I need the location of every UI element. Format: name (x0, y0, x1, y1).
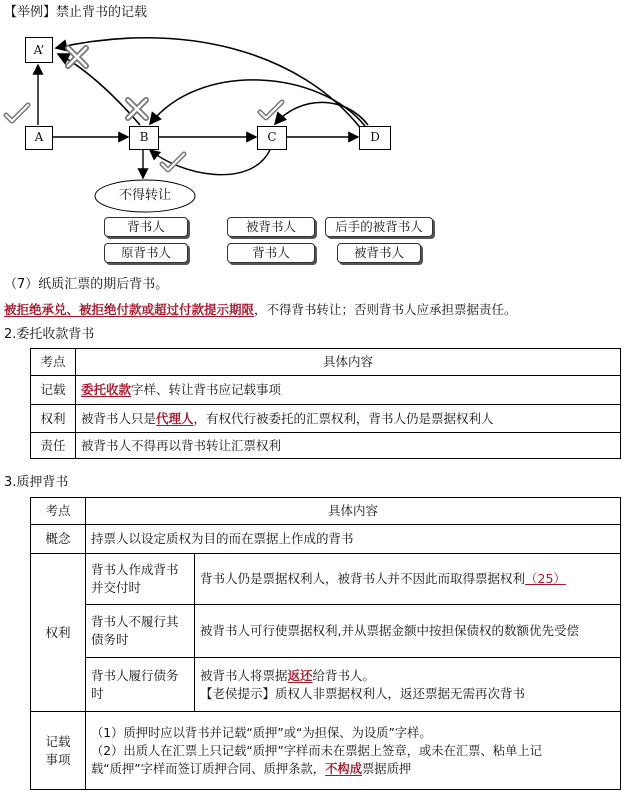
section3-title: 3.质押背书 (4, 475, 69, 490)
row-content: 背书人仍是票据权利人，被背书人并不因此而取得票据权利（25） (195, 554, 621, 605)
row-content: 被背书人可行使票据权利,并从票据金额中按担保债权的数额优先受偿 (195, 605, 621, 658)
teacher-tip: 【老侯提示】质权人非票据权利人，返还票据无需再次背书 (200, 685, 526, 701)
section7-rest-text: ，不得背书转让；否则背书人应承担票据责任。 (254, 302, 517, 317)
label-c-top: 被背书人 (227, 217, 315, 237)
header-col2: 具体内容 (86, 498, 621, 525)
sub-key: 背书人作成背书 并交付时 (86, 554, 195, 605)
cross-icon (128, 100, 146, 118)
row-content: 被背书人将票据返还给背书人。 【老侯提示】质权人非票据权利人，返还票据无需再次背书 (195, 658, 621, 712)
label-d-top: 后手的被背书人 (325, 217, 433, 237)
header-col1: 考点 (31, 349, 76, 376)
arrow-d-to-a-prime (56, 38, 362, 130)
check-icon (260, 102, 282, 118)
red-keyword: 委托收款 (81, 382, 132, 397)
node-a: A (25, 126, 53, 150)
reference-number: （25） (525, 571, 566, 586)
node-a-prime: A’ (25, 37, 53, 63)
table-collection-endorsement (30, 348, 621, 459)
red-keyword: 返还 (287, 667, 313, 683)
sub-key: 背书人履行债务 时 (86, 658, 195, 712)
row-content: （1）质押时应以背书并记载“质押”或“为担保、为设质”字样。 （2）出质人在汇票上只记载“质押”字样而未在票据上签章，或未在汇票、粘单上记 载“质押”字样而签订质押合同、质押条款，不构成票据质押 (86, 712, 621, 790)
row-key: 概念 (31, 525, 86, 554)
row-key: 责任 (31, 433, 76, 459)
section2-title: 2.委托收款背书 (4, 327, 95, 342)
row-content: 委托收款字样、转让背书应记载事项 (76, 376, 621, 405)
cross-icon (68, 48, 86, 66)
ellipse-label: 不得转让 (118, 188, 171, 203)
table-pledge-endorsement (30, 497, 621, 790)
sub-key: 背书人不履行其 债务时 (86, 605, 195, 658)
label-d-bottom: 被背书人 (337, 243, 421, 263)
red-keyword: 不构成 (325, 761, 362, 776)
header-col1: 考点 (31, 498, 86, 525)
row-key: 记载 事项 (31, 712, 86, 790)
header-col2: 具体内容 (76, 349, 621, 376)
node-c: C (257, 126, 287, 150)
check-icon (6, 105, 28, 121)
row-content: 持票人以设定质权为目的而在票据上作成的背书 (86, 525, 621, 554)
node-b: B (129, 126, 159, 150)
row-content: 被背书人只是代理人，有权代行被委托的汇票权利，背书人仍是票据权利人 (76, 405, 621, 433)
section7-body (4, 301, 517, 319)
node-d: D (359, 126, 391, 150)
label-c-bottom: 背书人 (227, 243, 315, 263)
label-b-bottom: 原背书人 (104, 243, 188, 263)
label-b-top: 背书人 (104, 217, 188, 237)
row-key: 权利 (31, 554, 86, 712)
section7-title: （7）纸质汇票的期后背书。 (4, 277, 169, 292)
row-content: 被背书人不得再以背书转让汇票权利 (76, 433, 621, 459)
section7-red-text: 被拒绝承兑、被拒绝付款或超过付款提示期限 (4, 302, 255, 317)
row-key: 权利 (31, 405, 76, 433)
row-key: 记载 (31, 376, 76, 405)
red-keyword: 代理人 (156, 410, 194, 426)
example-title: 【举例】禁止背书的记载 (4, 5, 148, 20)
endorsement-diagram (0, 0, 633, 270)
